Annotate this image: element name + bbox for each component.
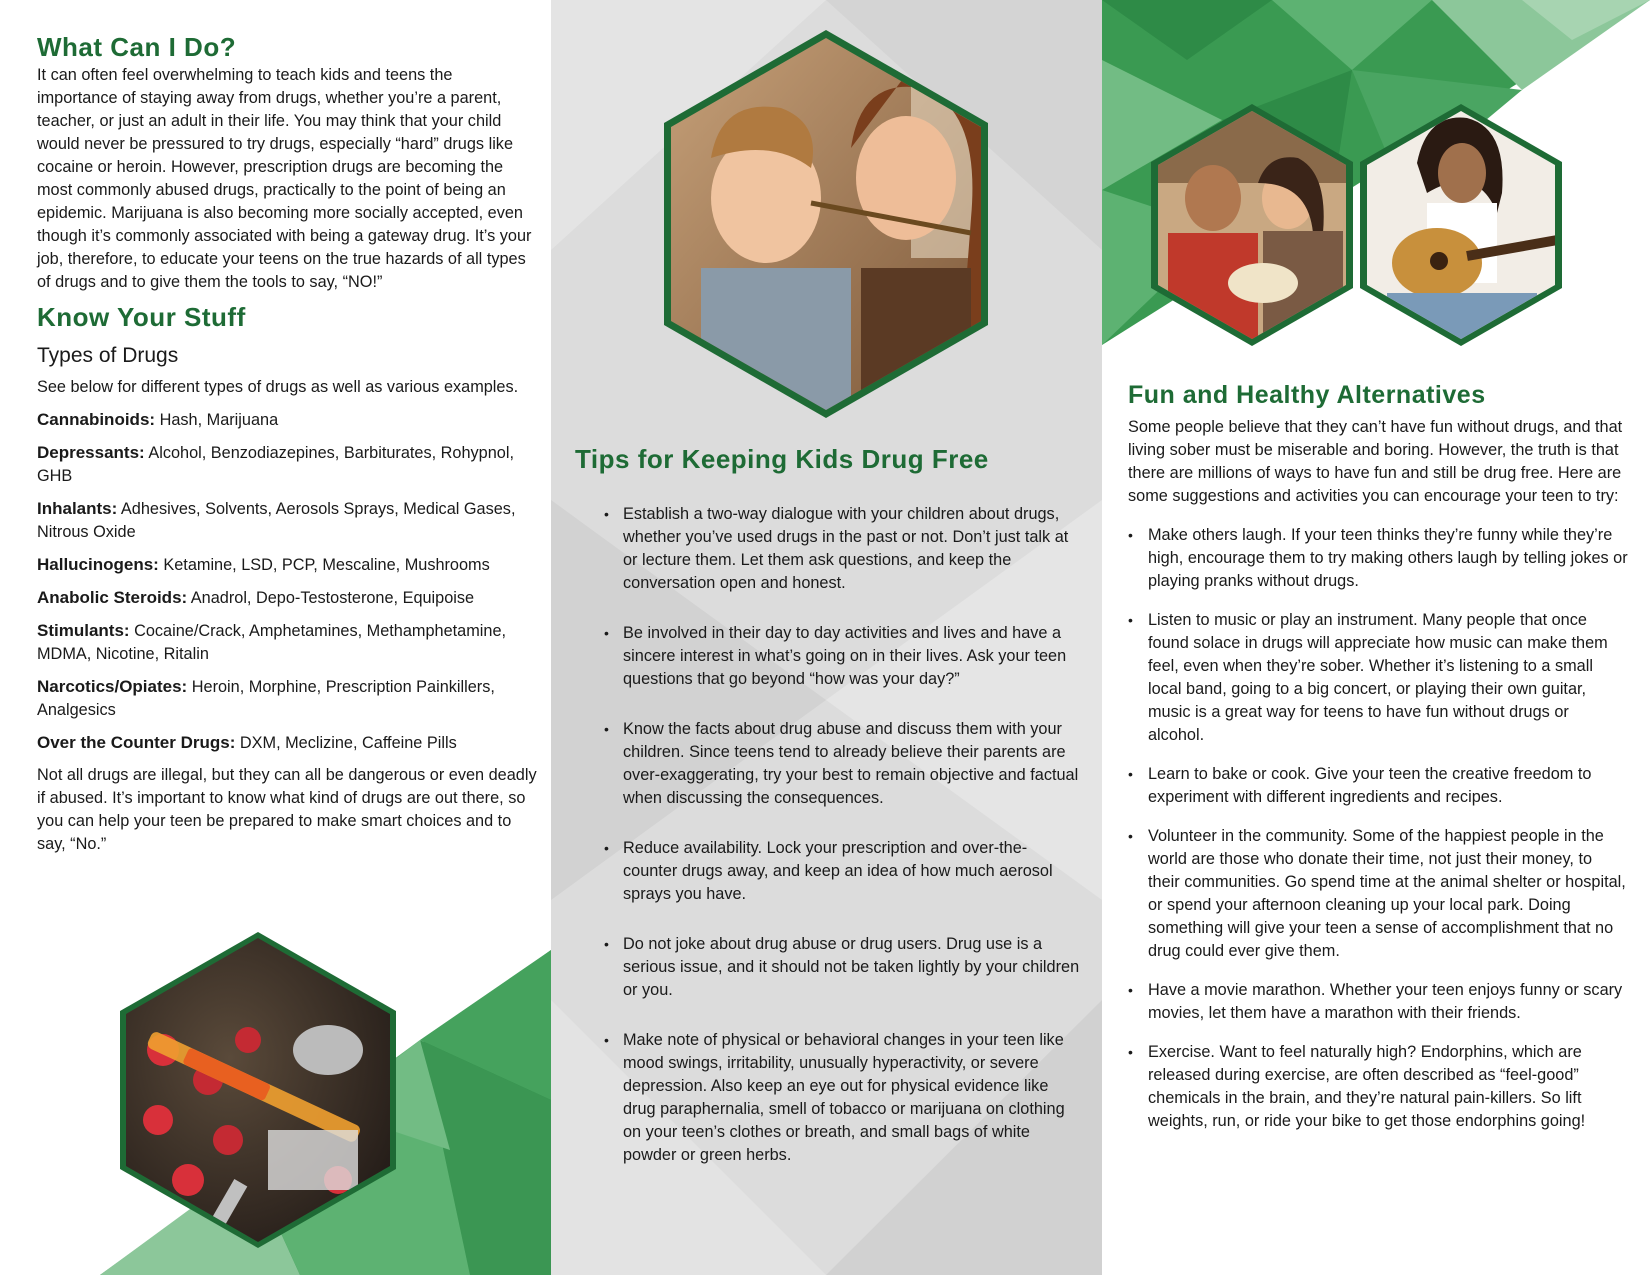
drug-types-list: [37, 408, 537, 755]
drug-category: Over the Counter Drugs:: [37, 733, 236, 752]
suggestion-item: • Make others laugh. If your teen thinks they’re funny while they’re high, encourage them to try making others laugh by telling jokes or playing pranks without drugs.: [1128, 524, 1628, 593]
drug-type-item: [37, 675, 537, 722]
drug-examples: Alcohol, Benzodiazepines, Barbiturates, Rohypnol, GHB: [37, 444, 514, 485]
suggestion-item: • Exercise. Want to feel naturally high? Endorphins, which are released during exercise, are often described as “feel-good” chemicals in the brain, and they’re natural pain-killers. So lift weights, run, or ride your bike to get those endorphins going!: [1128, 1041, 1628, 1133]
suggestion-item: • Listen to music or play an instrument. Many people that once found solace in drugs will appreciate how music can make them feel, even when they’re sober. Whether it’s listening to a small local band, going to a big concert, or playing their own guitar, music is a great way for teens to have fun without drugs or alcohol.: [1128, 609, 1628, 747]
tip-item: • Make note of physical or behavioral changes in your teen like mood swings, irritability, unusually hyperactivity, or severe depression. Also keep an eye out for physical evidence like drug paraphernalia, smell of tobacco or marijuana on clothing on your teen’s clothes or breath, and small bags of white powder or green herbs.: [575, 1029, 1080, 1167]
right-panel-content: [1128, 378, 1628, 1133]
drug-category: Cannabinoids:: [37, 410, 156, 429]
tip-item: • Do not joke about drug abuse or drug users. Drug use is a serious issue, and it should not be taken lightly by your children or you.: [575, 933, 1080, 1002]
drug-type-item: [37, 553, 537, 577]
drug-examples: Adhesives, Solvents, Aerosols Sprays, Medical Gases, Nitrous Oxide: [37, 500, 516, 541]
intro-paragraph: It can often feel overwhelming to teach kids and teens the importance of staying away from drugs, whether you’re a parent, teacher, or just an adult in their life. You may think that your child would never be pressured to try drugs, especially “hard” drugs like cocaine or heroin. However, prescription drugs are becoming the most commonly abused drugs, practically to the point of being an epidemic. Marijuana is also becoming more socially accepted, even though it’s commonly associated with being a gateway drug. It’s your job, therefore, to educate your teens on the true hazards of all types of drugs and to give them the tools to say, “NO!”: [37, 66, 532, 291]
drug-examples: Anadrol, Depo-Testosterone, Equipoise: [187, 589, 475, 607]
suggestion-item: • Volunteer in the community. Some of the happiest people in the world are those who donate their time, not just their money, to their communities. Go spend time at the animal shelter or hospital, or spend your afternoon cleaning up your local park. Doing something will give your teen a sense of accomplishment that no drug could ever give them.: [1128, 825, 1628, 963]
drug-type-item: [37, 586, 537, 610]
subheading-types-of-drugs: Types of Drugs: [37, 344, 179, 367]
drug-category: Stimulants:: [37, 621, 130, 640]
drug-type-item: [37, 408, 537, 432]
tip-item: • Establish a two-way dialogue with your children about drugs, whether you’ve used drugs in the past or not. Don’t just talk at or lecture them. Let them ask questions, and keep the conversation open and honest.: [575, 503, 1080, 595]
drug-examples: Cocaine/Crack, Amphetamines, Methamphetamine, MDMA, Nicotine, Ritalin: [37, 622, 507, 663]
suggestion-item: • Learn to bake or cook. Give your teen the creative freedom to experiment with different ingredients and recipes.: [1128, 763, 1628, 809]
drug-examples: Hash, Marijuana: [155, 411, 279, 429]
drug-examples: Heroin, Morphine, Prescription Painkillers, Analgesics: [37, 678, 495, 719]
drug-type-item: [37, 497, 537, 544]
heading-tips: Tips for Keeping Kids Drug Free: [575, 444, 989, 474]
alternatives-intro: Some people believe that they can’t have fun without drugs, and that living sober must be miserable and boring. However, the truth is that there are millions of ways to have fun and still be drug free. Here are some suggestions and activities you can encourage your teen to try:: [1128, 418, 1623, 505]
types-intro: See below for different types of drugs as well as various examples.: [37, 378, 519, 396]
right-panel: [1102, 0, 1650, 1275]
middle-panel-content: [575, 442, 1080, 1167]
drugs-photo: [118, 930, 398, 1250]
left-panel: [0, 0, 551, 1275]
drug-type-item: [37, 731, 537, 755]
drug-type-item: [37, 441, 537, 488]
drug-examples: Ketamine, LSD, PCP, Mescaline, Mushrooms: [158, 556, 490, 574]
drug-category: Anabolic Steroids:: [37, 588, 188, 607]
drug-category: Inhalants:: [37, 499, 118, 518]
tip-item: • Know the facts about drug abuse and discuss them with your children. Since teens tend to already believe their parents are over-exaggerating, try your best to remain objective and factual when discussing the consequences.: [575, 718, 1080, 810]
closing-paragraph: Not all drugs are illegal, but they can all be dangerous or even deadly if abused. It’s important to know what kind of drugs are out there, so you can help your teen be prepared to make smart choices and to say, “No.”: [37, 766, 537, 853]
drug-type-item: [37, 619, 537, 666]
heading-know-your-stuff: Know Your Stuff: [37, 302, 246, 332]
tip-item: • Reduce availability. Lock your prescription and over-the-counter drugs away, and keep an idea of how much aerosol sprays you have.: [575, 837, 1080, 906]
suggestions-list: [1128, 524, 1628, 1133]
drug-examples: DXM, Meclizine, Caffeine Pills: [235, 734, 457, 752]
heading-fun-alternatives: Fun and Healthy Alternatives: [1128, 381, 1486, 409]
cooking-family-photo: [1148, 103, 1356, 347]
drug-category: Depressants:: [37, 443, 145, 462]
parent-child-painting-photo: [661, 28, 991, 420]
drug-category: Hallucinogens:: [37, 555, 159, 574]
left-panel-content: [37, 30, 537, 856]
tips-list: [575, 503, 1080, 1167]
girl-playing-guitar-photo: [1357, 103, 1565, 347]
drug-category: Narcotics/Opiates:: [37, 677, 188, 696]
middle-panel: [551, 0, 1102, 1275]
suggestion-item: • Have a movie marathon. Whether your teen enjoys funny or scary movies, let them have a marathon with their friends.: [1128, 979, 1628, 1025]
heading-what-can-i-do: What Can I Do?: [37, 32, 237, 62]
tip-item: • Be involved in their day to day activities and lives and have a sincere interest in what’s going on in their lives. Ask your teen questions that go beyond “how was your day?”: [575, 622, 1080, 691]
